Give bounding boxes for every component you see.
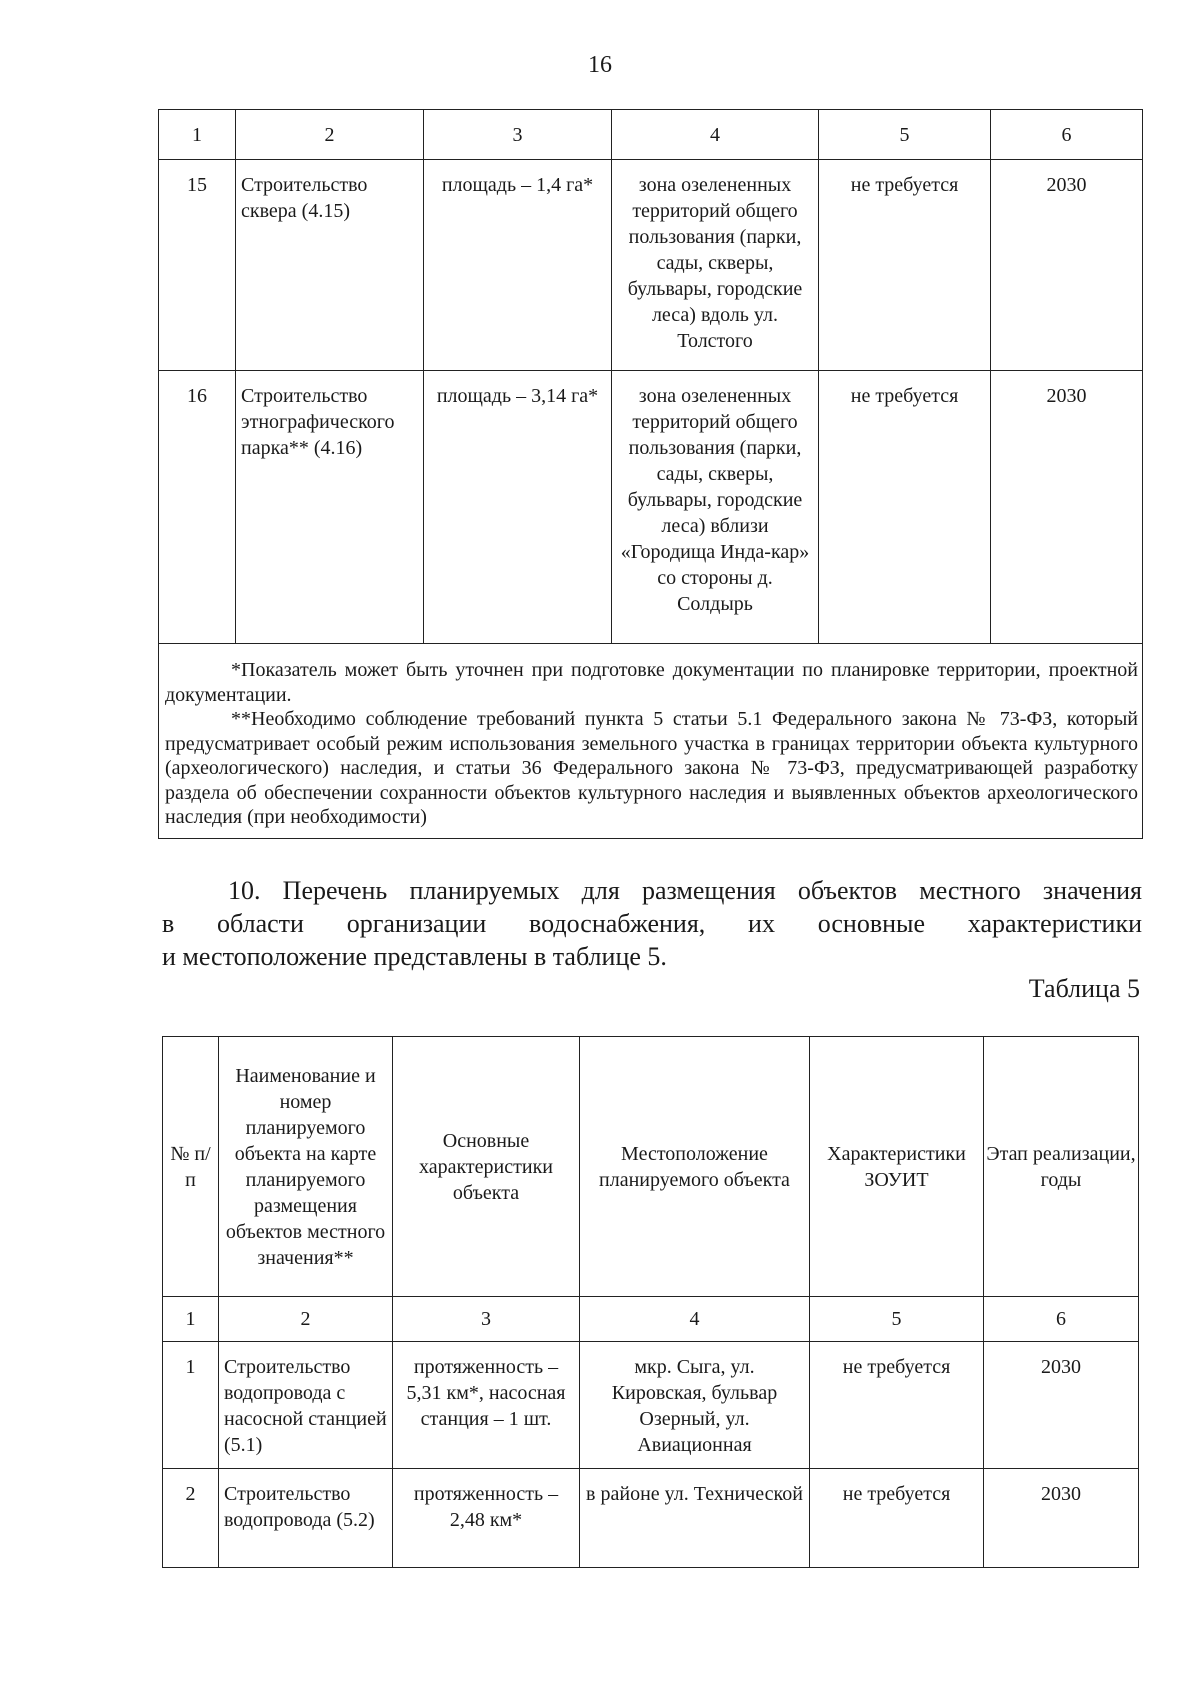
paragraph-line: в области организации водоснабжения, их основные характеристики	[162, 909, 1142, 938]
col-number: 3	[393, 1297, 580, 1342]
header-location: Местоположение планируемого объекта	[580, 1037, 810, 1297]
header-characteristics: Основные характеристики объекта	[393, 1037, 580, 1297]
zouit-characteristics: не требуется	[819, 160, 991, 371]
object-characteristics: протяженность – 5,31 км*, насосная станция – 1 шт.	[393, 1342, 580, 1469]
table-header-numbers	[159, 110, 1143, 160]
section-paragraph	[162, 874, 1142, 973]
table-4-continuation	[158, 109, 1143, 839]
implementation-stage: 2030	[991, 160, 1143, 371]
col-number: 2	[236, 110, 424, 160]
table-notes	[159, 644, 1143, 839]
col-number: 2	[219, 1297, 393, 1342]
table-row	[163, 1469, 1139, 1568]
footnote: **Необходимо соблюдение требований пункта 5 статьи 5.1 Федерального закона № 73-ФЗ, который предусматривает особый режим использования земельного участка в границах территории объекта культурного (археологического) наследия, и статьи 36 Федерального закона № 73-ФЗ, предусматривающей разработку раздела об обеспечении сохранности объектов культурного наследия и выявленных объектов археологического наследия (при необходимости)	[165, 708, 1138, 828]
col-number: 6	[984, 1297, 1139, 1342]
row-number: 2	[163, 1469, 219, 1568]
col-number: 5	[810, 1297, 984, 1342]
header-zouit: Характеристики ЗОУИТ	[810, 1037, 984, 1297]
row-number: 16	[159, 371, 236, 644]
paragraph-line: 10. Перечень планируемых для размещения объектов местного значения	[228, 876, 1142, 905]
row-number: 15	[159, 160, 236, 371]
col-number: 3	[424, 110, 612, 160]
object-name: Строительство водопровода (5.2)	[219, 1469, 393, 1568]
object-name: Строительство сквера (4.15)	[236, 160, 424, 371]
object-location: в районе ул. Технической	[580, 1469, 810, 1568]
col-number: 4	[612, 110, 819, 160]
table-header	[163, 1037, 1139, 1297]
row-number: 1	[163, 1342, 219, 1469]
object-location: зона озелененных территорий общего пользования (парки, сады, скверы, бульвары, городские леса) вблизи «Городища Инда-кар» со стороны д. Солдырь	[612, 371, 819, 644]
col-number: 1	[163, 1297, 219, 1342]
page-number: 16	[588, 52, 612, 78]
col-number: 6	[991, 110, 1143, 160]
col-number: 4	[580, 1297, 810, 1342]
header-stage: Этап реализации, годы	[984, 1037, 1139, 1297]
header-name: Наименование и номер планируемого объекта на карте планируемого размещения объектов местного значения**	[219, 1037, 393, 1297]
implementation-stage: 2030	[984, 1342, 1139, 1469]
col-number: 5	[819, 110, 991, 160]
object-location: мкр. Сыга, ул. Кировская, бульвар Озерный, ул. Авиационная	[580, 1342, 810, 1469]
header-num: № п/п	[163, 1037, 219, 1297]
table-header-numbers	[163, 1297, 1139, 1342]
table-row	[159, 160, 1143, 371]
implementation-stage: 2030	[984, 1469, 1139, 1568]
paragraph-line: и местоположение представлены в таблице 5.	[162, 942, 667, 971]
zouit-characteristics: не требуется	[810, 1469, 984, 1568]
table-row	[159, 371, 1143, 644]
object-location: зона озелененных территорий общего пользования (парки, сады, скверы, бульвары, городские леса) вдоль ул. Толстого	[612, 160, 819, 371]
object-name: Строительство водопровода с насосной станцией (5.1)	[219, 1342, 393, 1469]
object-characteristics: площадь – 3,14 га*	[424, 371, 612, 644]
table-notes-row	[159, 644, 1143, 839]
zouit-characteristics: не требуется	[819, 371, 991, 644]
footnote: *Показатель может быть уточнен при подготовке документации по планировке территории, проектной документации.	[165, 659, 1138, 706]
table-row	[163, 1342, 1139, 1469]
col-number: 1	[159, 110, 236, 160]
implementation-stage: 2030	[991, 371, 1143, 644]
object-name: Строительство этнографического парка** (4.16)	[236, 371, 424, 644]
table-label: Таблица 5	[1028, 974, 1140, 1003]
table-5	[162, 1036, 1139, 1568]
object-characteristics: протяженность – 2,48 км*	[393, 1469, 580, 1568]
object-characteristics: площадь – 1,4 га*	[424, 160, 612, 371]
zouit-characteristics: не требуется	[810, 1342, 984, 1469]
